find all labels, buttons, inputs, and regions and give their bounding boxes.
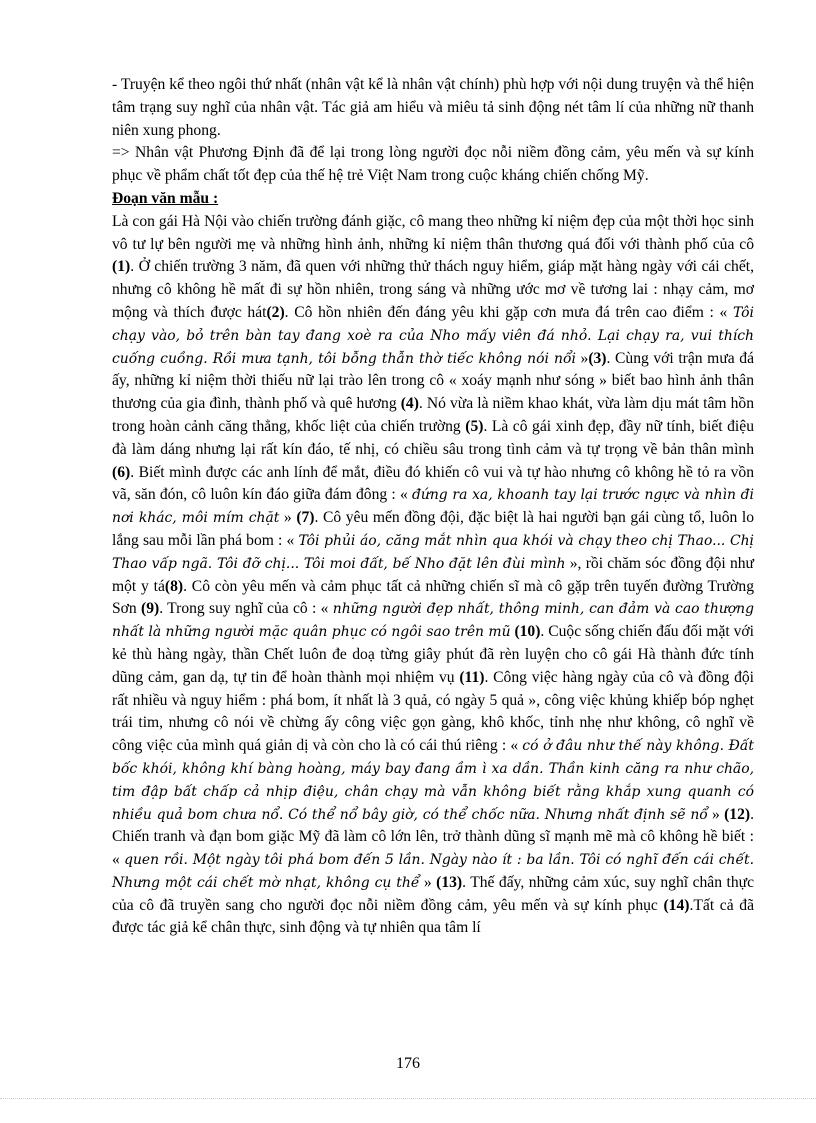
sample-paragraph: Là con gái Hà Nội vào chiến trường đánh giặc, cô mang theo những kỉ niệm đẹp của một thời học sinh vô tư lự bên người mẹ và những hình ảnh, những kỉ niệm thân thương quá đối với thành phố của cô (1). Ở chiến trường 3 năm, đã quen với những thử thách nguy hiểm, giáp mặt hàng ngày với cái chết, nhưng cô không hề mất đi sự hồn nhiên, trong sáng và những ước mơ về tương lai : nhạy cảm, mơ mộng và thích được hát(2). Cô hồn nhiên đến đáng yêu khi gặp cơn mưa đá trên cao điểm : « Tôi chạy vào, bỏ trên bàn tay đang xoè ra của Nho mấy viên đá nhỏ. Lại chạy ra, vui thích cuống cuồng. Rồi mưa tạnh, tôi bỗng thẫn thờ tiếc không nói nổi »(3). Cùng với trận mưa đá ấy, những kỉ niệm thời thiếu nữ lại trào lên trong cô « xoáy mạnh như sóng » biết bao hình ảnh thân thương của gia đình, thành phố và quê hương (4). Nó vừa là niềm khao khát, vừa làm dịu mát tâm hồn trong hoàn cảnh căng thẳng, khốc liệt của chiến trường (5). Là cô gái xinh đẹp, đầy nữ tính, biết điệu đà làm dáng nhưng lại rất kín đáo, tế nhị, có chiều sâu trong tình cảm và tự trọng về bản thân mình (6). Biết mình được các anh lính để mắt, điều đó khiến cô vui và tự hào nhưng cô không hề tỏ ra vồn vã, săn đón, cô luôn kín đáo giữa đám đông : « đứng ra xa, khoanh tay lại trước ngực và nhìn đi nơi khác, môi mím chặt » (7). Cô yêu mến đồng đội, đặc biệt là hai người bạn gái cùng tổ, luôn lo lắng sau mỗi lần phá bom : « Tôi phủi áo, căng mắt nhìn qua khói và chạy theo chị Thao... Chị Thao vấp ngã. Tôi đỡ chị... Tôi moi đất, bế Nho đặt lên đùi mình », rồi chăm sóc đồng đội như một y tá(8). Cô còn yêu mến và cảm phục tất cả những chiến sĩ mà cô gặp trên tuyến đường Trường Sơn (9). Trong suy nghĩ của cô : « những người đẹp nhất, thông minh, can đảm và cao thượng nhất là những người mặc quân phục có ngôi sao trên mũ (10). Cuộc sống chiến đấu đối mặt với kẻ thù hàng ngày, thần Chết luôn đe doạ từng giây phút đã rèn luyện cho cô gái Hà thành đức tính dũng cảm, gan dạ, tự tin để hoàn thành mọi nhiệm vụ (11). Công việc hàng ngày của cô và đồng đội rất nhiều và nguy hiểm : phá bom, ít nhất là 3 quả, có ngày 5 quả », công việc khủng khiếp bóp nghẹt trái tim, nhưng cô nói về chừng ấy công việc gọn gàng, khô khốc, tỉnh nhẹ như không, cô nghĩ về công việc của mình quá giản dị và còn cho là có cái thú riêng : « có ở đâu như thế này không. Đất bốc khói, không khí bàng hoàng, máy bay đang ầm ì xa dần. Thần kinh căng ra như chão, tim đập bất chấp cả nhịp điệu, chân chạy mà vẫn không biết rằng khắp xung quanh có nhiều quả bom chưa nổ. Có thể nổ bây giờ, có thể chốc nữa. Nhưng nhất định sẽ nổ » (12). Chiến tranh và đạn bom giặc Mỹ đã làm cô lớn lên, trở thành dũng sĩ mạnh mẽ mà cô không hề biết : « quen rồi. Một ngày tôi phá bom đến 5 lần. Ngày nào ít : ba lần. Tôi có nghĩ đến cái chết. Nhưng một cái chết mờ nhạt, không cụ thể » (13). Thế đấy, những cảm xúc, suy nghĩ chân thực của cô đã truyền sang cho người đọc nỗi niềm đồng cảm, yêu mến và sự kính phục (14).Tất cả đã được tác giả kể chân thực, sinh động và tự nhiên qua tâm lí [112, 212, 755, 937]
body-text: . Cô hồn nhiên đến đáng yêu khi gặp cơn mưa đá trên cao điểm : « [284, 303, 733, 321]
ref-number: (14) [663, 896, 690, 914]
body-text: . Biết mình được các anh lính để mắt, điều đó khiến cô vui và tự hào nhưng cô không hề tỏ ra vồn vã, săn đón, cô luôn kín đáo giữa đám đông : « [112, 463, 754, 504]
quote-text: đứng ra xa, khoanh tay lại trước ngực và nhìn đi nơi khác, môi mím chặt [112, 487, 754, 527]
body-text: . Chiến tranh và đạn bom giặc Mỹ đã làm cô lớn lên, trở thành dũng sĩ mạnh mẽ mà cô không hề biết : « [112, 805, 754, 869]
body-text: . Thế đấy, những cảm xúc, suy nghĩ chân thực của cô đã truyền sang cho người đọc nỗi niềm đồng cảm, yêu mến và sự kính phục [112, 873, 754, 914]
ref-number: (10) [514, 623, 541, 641]
ref-number: (5) [465, 417, 484, 435]
ref-number: (8) [164, 577, 184, 595]
ref-number: (4) [400, 395, 419, 413]
quote-text: quen rồi. Một ngày tôi phá bom đến 5 lần. Ngày nào ít : ba lần. Tôi có nghĩ đến cái chết. Nhưng một cái chết mờ nhạt, không cụ thể [112, 852, 755, 891]
body-text: . Là cô gái xinh đẹp, đầy nữ tính, biết điệu đà làm dáng nhưng lại rất kín đáo, tế nhị, có chiều sâu trong tình cảm và tự trọng về bản thân mình [112, 417, 754, 458]
body-text: . Cô còn yêu mến và cảm phục tất cả những chiến sĩ mà cô gặp trên tuyến đường Trường Sơn [112, 577, 754, 618]
body-text: . Cùng với trận mưa đá ấy, những kỉ niệm thời thiếu nữ lại trào lên trong cô « xoáy mạnh như sóng » biết bao hình ảnh thân thương của gia đình, thành phố và quê hương [112, 349, 755, 413]
intro-paragraph-1: - Truyện kể theo ngôi thứ nhất (nhân vật kể là nhân vật chính) phù hợp với nội dung truyện và thể hiện tâm trạng suy nghĩ của nhân vật. Tác giả am hiểu và miêu tả sinh động nét tâm lí của những nữ thanh niên xung phong. [112, 76, 754, 139]
section-heading [112, 188, 754, 211]
ref-number: (6) [112, 463, 131, 481]
page-number: 176 [396, 1055, 420, 1072]
ref-number: (11) [459, 668, 485, 686]
body-text: . Công việc hàng ngày của cô và đồng đội rất nhiều và nguy hiểm : phá bom, ít nhất là 3 quả, có ngày 5 quả », công việc khủng khiếp bóp nghẹt trái tim, nhưng cô nói về chừng ấy công việc gọn gàng, khô khốc, tỉnh nhẹ như không, cô nghĩ về công việc của mình quá giản dị và còn cho là có cái thú riêng : « [112, 668, 754, 755]
heading-text: Đoạn văn mẫu : [112, 189, 219, 207]
body-text: . Cô yêu mến đồng đội, đặc biệt là hai người bạn gái cùng tổ, luôn lo lắng sau mỗi lần phá bom : « [112, 509, 754, 549]
ref-number: (9) [141, 600, 160, 618]
body-text: .Tất cả đã được tác giả kể chân thực, sinh động và tự nhiên qua tâm lí [112, 896, 754, 937]
quote-text: những người đẹp nhất, thông minh, can đảm và cao thượng nhất là những người mặc quân phục có ngôi sao trên mũ [112, 601, 754, 641]
footer-divider [0, 1098, 816, 1099]
quote-text: Tôi chạy vào, bỏ trên bàn tay đang xoè ra của Nho mấy viên đá nhỏ. Lại chạy ra, vui thích cuống cuồng. Rồi mưa tạnh, tôi bỗng thẫn thờ tiếc không nói nổi [112, 304, 754, 367]
ref-number: (13) [436, 873, 463, 891]
quote-text: có ở đâu như thế này không. Đất bốc khói, không khí bàng hoàng, máy bay đang ầm ì xa dần. Thần kinh căng ra như chão, tim đập bất chấp cả nhịp điệu, chân chạy mà vẫn không biết rằng khắp xung quanh có nhiều quả bom chưa nổ. Có thể nổ bây giờ, có thể chốc nữa. Nhưng nhất định sẽ nổ [112, 738, 754, 823]
ref-number: (2) [266, 303, 285, 321]
body-text: . Ở chiến trường 3 năm, đã quen với những thử thách nguy hiểm, giáp mặt hàng ngày với cái chết, nhưng cô không hề mất đi sự hồn nhiên, trong sáng và những ước mơ về tương lai : nhạy cảm, mơ mộng và thích được hát [112, 258, 754, 321]
body-text: . Nó vừa là niềm khao khát, vừa làm dịu mát tâm hồn trong hoàn cảnh căng thẳng, khốc liệt của chiến trường [112, 395, 754, 435]
body-text: Là con gái Hà Nội vào chiến trường đánh giặc, cô mang theo những kỉ niệm đẹp của một thời học sinh vô tư lự bên người mẹ và những hình ảnh, những kỉ niệm thân thương quá đối với thành phố của cô [112, 212, 754, 253]
ref-number: (3) [588, 349, 607, 367]
ref-number: (12) [724, 805, 751, 823]
body-text: », rồi chăm sóc đồng đội như một y tá [112, 554, 754, 595]
document-page [112, 74, 754, 940]
quote-text: Tôi phủi áo, căng mắt nhìn qua khói và chạy theo chị Thao... Chị Thao vấp ngã. Tôi đỡ chị... Tôi moi đất, bế Nho đặt lên đùi mình [112, 532, 754, 572]
intro-paragraph-2: => Nhân vật Phương Định đã để lại trong lòng người đọc nỗi niềm đồng cảm, yêu mến và sự kính phục về phẩm chất tốt đẹp của thế hệ trẻ Việt Nam trong cuộc kháng chiến chống Mỹ. [112, 144, 754, 185]
ref-number: (7) [296, 509, 315, 527]
body-text: . Trong suy nghĩ của cô : « [159, 600, 333, 618]
body-text: . Cuộc sống chiến đấu đối mặt với kẻ thù hàng ngày, thần Chết luôn đe doạ từng giây phút đã rèn luyện cho cô gái Hà thành đức tính dũng cảm, gan dạ, tự tin để hoàn thành mọi nhiệm vụ [112, 623, 754, 686]
ref-number: (1) [112, 258, 131, 276]
